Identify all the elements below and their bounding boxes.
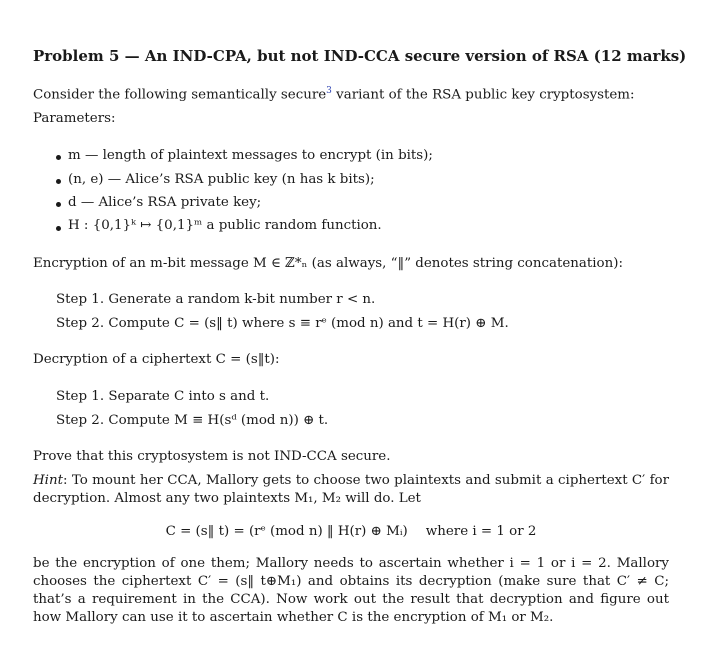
display-equation bbox=[0, 524, 702, 539]
parameter-item: (n, e) — Alice’s RSA public key (n has k bits); bbox=[68, 172, 375, 187]
intro-text-before: Consider the following semantically secure bbox=[33, 87, 327, 103]
decryption-intro: Decryption of a ciphertext C = (s‖t): bbox=[33, 352, 280, 367]
bullet-dot bbox=[56, 155, 61, 160]
closing-paragraph: be the encryption of one them; Mallory needs to ascertain whether i = 1 or i = 2. Mallory chooses the ciphertext C′ = (s‖ t⊕M₁) and obtains its decryption (make sure that C′ ≠ C; that’s a requirement in the CCA). Now work out the result that decryption and figure out how Mallory can use it to ascertain whether C is the encryption of M₁ or M₂. bbox=[33, 556, 669, 625]
bullet-dot bbox=[56, 179, 61, 184]
decryption-step: Step 1. Separate C into s and t. bbox=[56, 389, 270, 404]
parameter-item: H : {0,1}ᵏ ↦ {0,1}ᵐ a public random function. bbox=[68, 218, 382, 233]
equation-expression: C = (s‖ t) = (rᵉ (mod n) ‖ H(r) ⊕ Mᵢ) bbox=[165, 524, 408, 539]
footnote-reference[interactable]: 3 bbox=[326, 86, 332, 96]
encryption-intro: Encryption of an m-bit message M ∈ ℤ*ₙ (as always, “‖” denotes string concatenation): bbox=[33, 256, 623, 271]
parameters-label: Parameters: bbox=[33, 111, 116, 126]
parameter-item: m — length of plaintext messages to encrypt (in bits); bbox=[68, 148, 433, 163]
task-statement: Prove that this cryptosystem is not IND-CCA secure. bbox=[33, 449, 391, 464]
intro-line bbox=[33, 86, 635, 102]
hint-label: Hint bbox=[33, 473, 63, 488]
bullet-dot bbox=[56, 226, 61, 231]
encryption-step: Step 1. Generate a random k-bit number r < n. bbox=[56, 292, 376, 307]
bullet-dot bbox=[56, 202, 61, 207]
problem-title: Problem 5 — An IND-CPA, but not IND-CCA secure version of RSA (12 marks) bbox=[33, 47, 687, 65]
encryption-step: Step 2. Compute C = (s‖ t) where s ≡ rᵉ (mod n) and t = H(r) ⊕ M. bbox=[56, 316, 509, 331]
intro-text-after: variant of the RSA public key cryptosystem: bbox=[331, 87, 635, 103]
equation-condition: where i = 1 or 2 bbox=[425, 524, 537, 539]
hint-text: : To mount her CCA, Mallory gets to choose two plaintexts and submit a ciphertext C′ for decryption. Almost any two plaintexts M₁, M₂ will do. Let bbox=[33, 473, 669, 506]
decryption-step: Step 2. Compute M ≡ H(sᵈ (mod n)) ⊕ t. bbox=[56, 413, 329, 428]
hint-paragraph bbox=[33, 472, 669, 508]
parameter-item: d — Alice’s RSA private key; bbox=[68, 195, 262, 210]
